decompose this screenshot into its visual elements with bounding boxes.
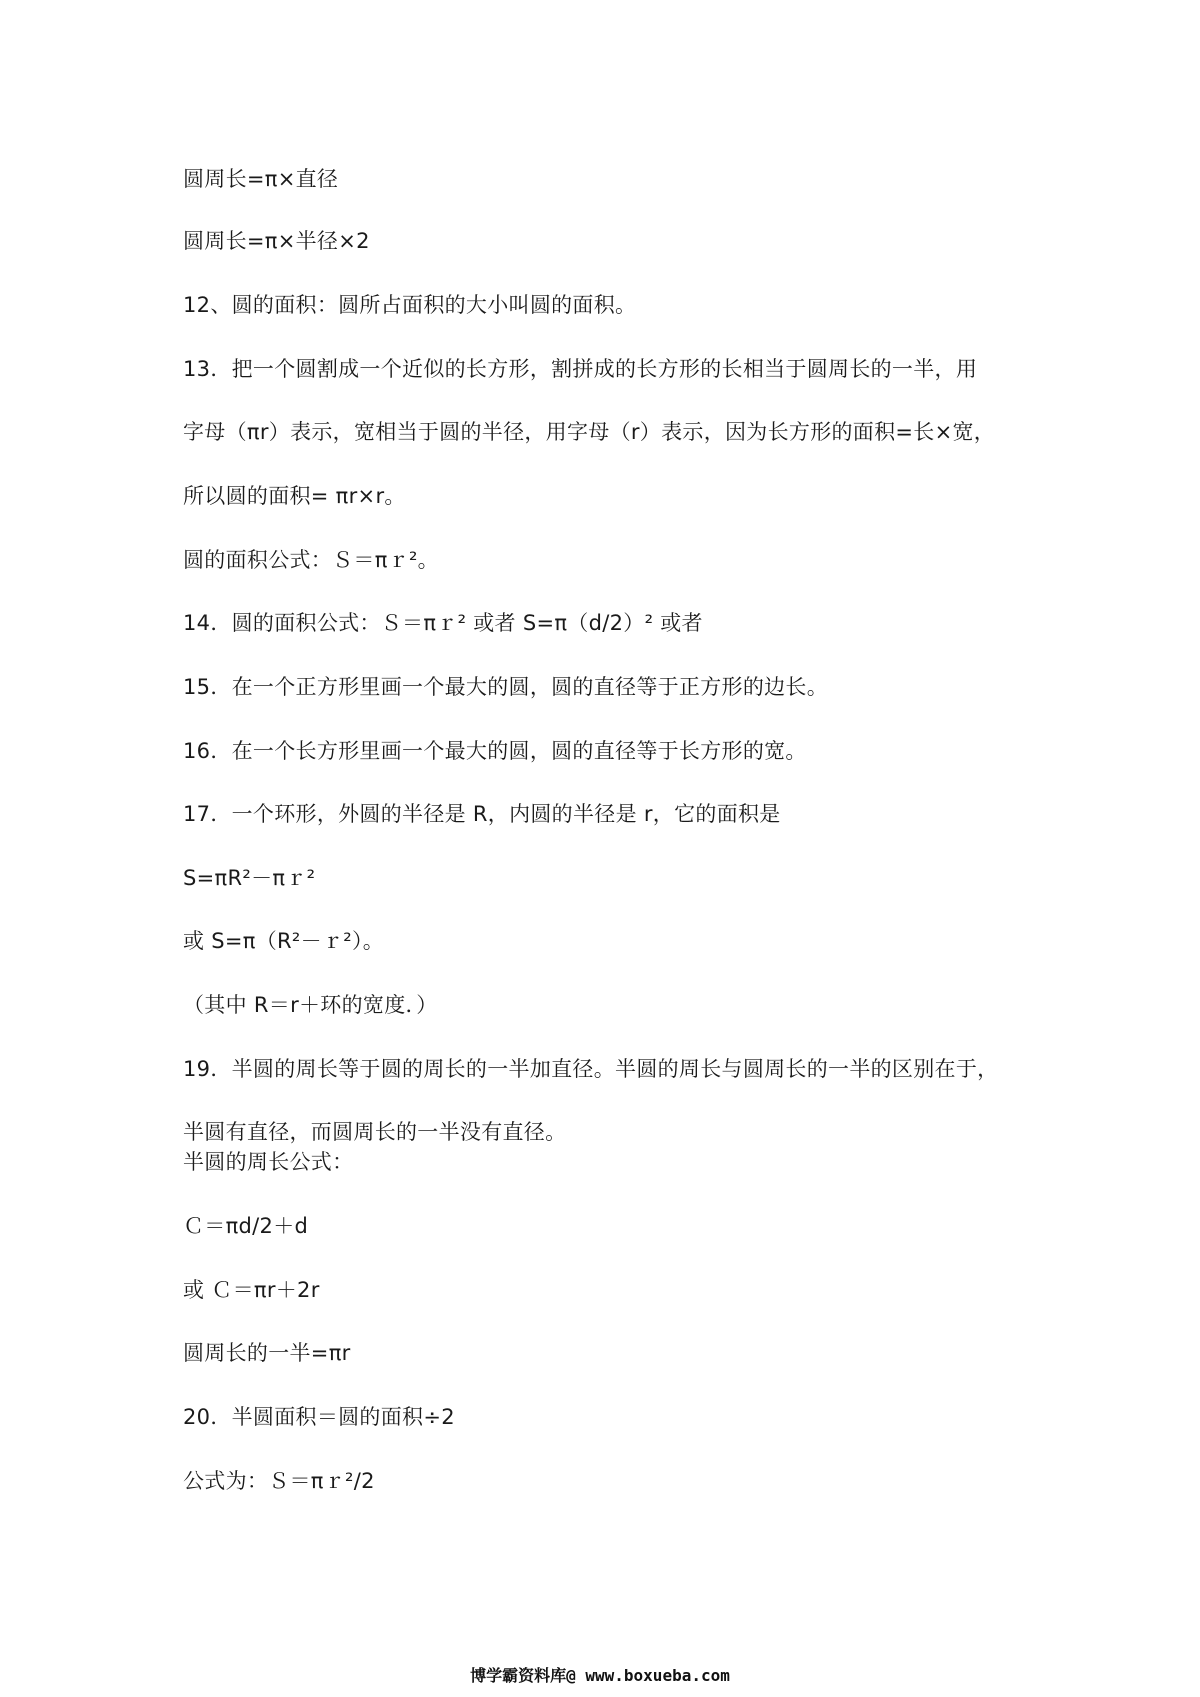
text-line: 12、圆的面积：圆所占面积的大小叫圆的面积。: [183, 293, 637, 317]
text-line: 16．在一个长方形里画一个最大的圆，圆的直径等于长方形的宽。: [183, 739, 807, 763]
formula-line: S=πR²－πｒ²: [183, 866, 316, 890]
text-line: 所以圆的面积= πr×r。: [183, 484, 406, 508]
text-line: 15．在一个正方形里画一个最大的圆，圆的直径等于正方形的边长。: [183, 675, 829, 699]
text-line: 半圆有直径，而圆周长的一半没有直径。: [183, 1120, 567, 1144]
text-line: 14．圆的面积公式：Ｓ＝πｒ² 或者 S=π（d/2）² 或者: [183, 611, 703, 635]
text-line: 圆周长=π×半径×2: [183, 229, 370, 253]
text-line: （其中 R＝r＋环的宽度．）: [183, 993, 438, 1017]
text-line: 圆周长=π×直径: [183, 167, 339, 191]
text-line: 17．一个环形，外圆的半径是 R，内圆的半径是 r，它的面积是: [183, 802, 781, 826]
formula-line: 公式为：Ｓ＝πｒ²/2: [183, 1469, 375, 1493]
text-line: 13．把一个圆割成一个近似的长方形，割拼成的长方形的长相当于圆周长的一半，用: [183, 357, 978, 381]
formula-line: Ｃ＝πd/2＋d: [183, 1214, 309, 1238]
text-line: 字母（πr）表示，宽相当于圆的半径，用字母（r）表示，因为长方形的面积=长×宽，: [183, 420, 996, 444]
formula-line: 或 S=π（R²－ｒ²）。: [183, 929, 385, 953]
text-line: 圆的面积公式：Ｓ＝πｒ²。: [183, 548, 439, 572]
formula-line: 或 Ｃ＝πr＋2r: [183, 1278, 320, 1302]
formula-line: 圆周长的一半=πr: [183, 1341, 351, 1365]
footer-watermark: 博学霸资料库@ www.boxueba.com: [470, 1666, 730, 1685]
text-line: 19．半圆的周长等于圆的周长的一半加直径。半圆的周长与圆周长的一半的区别在于，: [183, 1057, 999, 1081]
text-line: 半圆的周长公式：: [183, 1150, 354, 1174]
text-line: 20．半圆面积＝圆的面积÷2: [183, 1405, 455, 1429]
